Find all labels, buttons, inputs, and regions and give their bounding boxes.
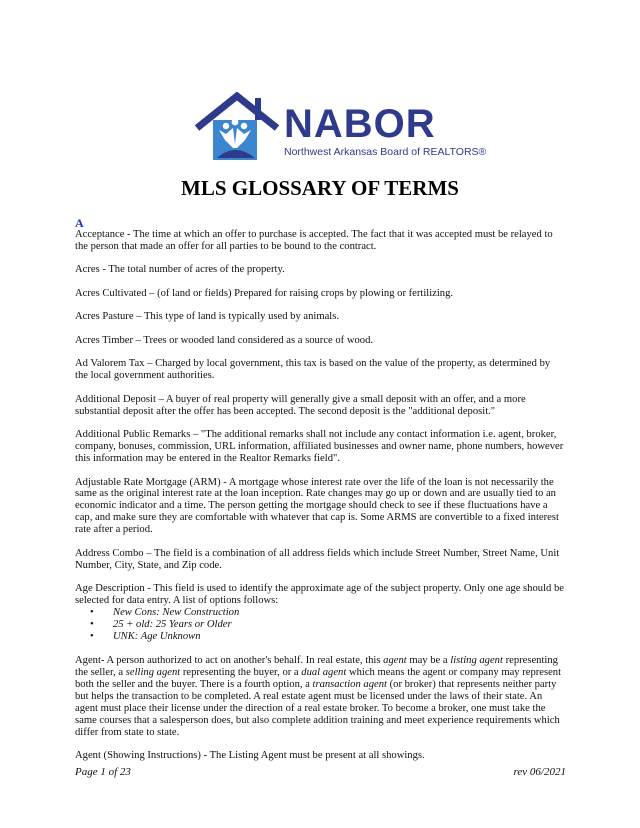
house-icon [197, 96, 277, 160]
section-letter: A [75, 216, 84, 230]
logo-wordmark: NABOR [284, 102, 436, 146]
list-item: • New Cons: New Construction [90, 606, 240, 618]
bullet-icon: • [90, 619, 94, 631]
entry-additional-public-remarks: Additional Public Remarks – "The additional remarks shall not include any contact information i.e. agent, broker, company, bonuses, commission, URL information, affiliated businesses and owner name, phone numbers, however this information may be entered in the Realtor Remarks field". [75, 429, 564, 465]
entry-acceptance: Acceptance - The time at which an offer to purchase is accepted. The fact that it was accepted must be relayed to the person that made an offer for all parties to be bound to the contract. [75, 229, 553, 252]
entry-acres: Acres - The total number of acres of the property. [75, 264, 285, 276]
entry-address-combo: Address Combo – The field is a combination of all address fields which include Street Number, Street Name, Unit Number, City, State, and Zip code. [75, 547, 560, 571]
entry-ad-valorem-tax: Ad Valorem Tax – Charged by local government, this tax is based on the value of the property, as determined by the local government authorities. [75, 358, 551, 382]
entry-additional-deposit: Additional Deposit – A buyer of real property will generally give a small deposit with an offer, and a more substantial deposit after the offer has been accepted. The second deposit is the "additional deposit." [75, 393, 526, 417]
age-options-list [75, 607, 565, 644]
list-item: • UNK: Age Unknown [90, 631, 201, 643]
entry-agent: Agent- A person authorized to act on another's behalf. In real estate, this agent may be a listing agent representing the seller, a selling agent representing the buyer, or a dual agent which means the agent or company may represent both the seller and the buyer. There is a fourth option, a transaction agent (or broker) that represents neither party but helps the transaction to be completed. A real estate agent must be licensed under the laws of their state. An agent must place their license under the direction of a real estate broker. To become a broker, one must take the same courses that a salesperson does, but also complete addition training and meet experience requirements which differ from state to state. [75, 655, 562, 738]
entry-age-description: Age Description - This field is used to identify the approximate age of the subject property. Only one age should be selected for data entry. A list of options follows: [75, 583, 564, 606]
list-item: • 25 + old: 25 Years or Older [90, 619, 232, 631]
page-title: MLS GLOSSARY OF TERMS [181, 176, 459, 200]
revision-date: rev 06/2021 [513, 766, 566, 778]
glossary-content [75, 217, 565, 774]
entry-acres-cultivated: Acres Cultivated – (of land or fields) Prepared for raising crops by plowing or fertilizing. [75, 287, 454, 299]
entry-agent-showing-instructions: Agent (Showing Instructions) - The Listing Agent must be present at all showings. [75, 750, 425, 762]
bullet-icon: • [90, 631, 94, 643]
page-number: Page 1 of 23 [75, 766, 131, 778]
entry-acres-pasture: Acres Pasture – This type of land is typically used by animals. [75, 311, 340, 323]
entry-acres-timber: Acres Timber – Trees or wooded land considered as a source of wood. [75, 334, 374, 346]
logo-subtitle: Northwest Arkansas Board of REALTORS® [284, 146, 487, 158]
entry-adjustable-rate-mortgage: Adjustable Rate Mortgage (ARM) - A mortgage whose interest rate over the life of the loan is not necessarily the same as the original interest rate at the loan inception. Rate changes may go up or down and are usually tied to an economic indicator and a time. The person getting the mortgage should check to see if these fluctuations have a cap, and make sure they are comfortable with whatever that cap is. Some ARMS are convertible to a fixed interest rate after a period. [75, 476, 559, 536]
bullet-icon: • [90, 606, 94, 618]
